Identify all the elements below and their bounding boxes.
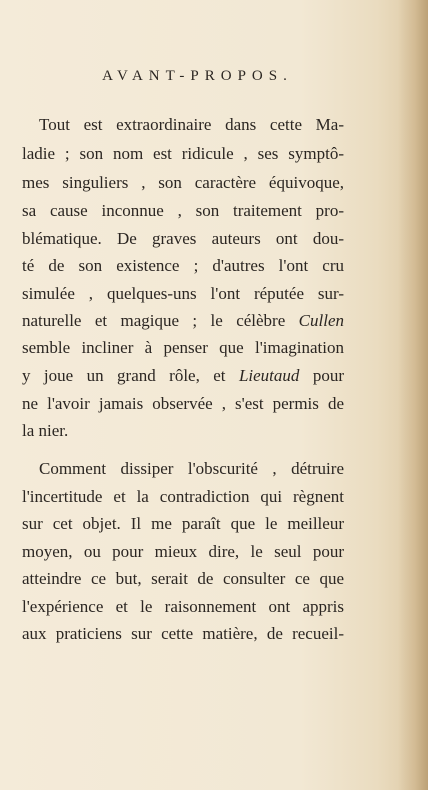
paragraph-1-line: Tout est extraordinaire dans cette Ma- — [39, 115, 344, 134]
paragraph-2-line: sur cet objet. Il me paraît que le meilleur — [22, 514, 344, 533]
paragraph-1-line: té de son existence ; d'autres l'ont cru — [22, 256, 344, 275]
paragraph-2-line: l'expérience et le raisonnement ont appris — [22, 597, 344, 616]
paragraph-1-line: ne l'avoir jamais observée , s'est permis de — [22, 394, 344, 413]
paragraph-2-line: Comment dissiper l'obscurité , détruire — [39, 459, 344, 478]
paragraph-2-line: atteindre ce but, serait de consulter ce que — [22, 569, 344, 588]
paragraph-1-line: ladie ; son nom est ridicule , ses symptô- — [22, 144, 344, 163]
paragraph-2-line: moyen, ou pour mieux dire, le seul pour — [22, 542, 344, 561]
paragraph-1-line: naturelle et magique ; le célèbre Cullen — [22, 311, 344, 330]
paragraph-1-line: y joue un grand rôle, et Lieutaud pour — [22, 366, 344, 385]
paragraph-1-line: blématique. De graves auteurs ont dou- — [22, 229, 344, 248]
italic-name: Lieutaud — [238, 366, 300, 385]
italic-name: Cullen — [298, 311, 344, 330]
paragraph-1-line: mes singuliers , son caractère équivoque, — [22, 173, 344, 192]
paragraph-1-line: la nier. — [22, 421, 69, 440]
page-edge-shadow — [398, 0, 428, 790]
paragraph-1-line: simulée , quelques-uns l'ont réputée sur- — [22, 284, 344, 303]
page-title: AVANT-PROPOS. — [102, 68, 293, 84]
paragraph-2-line: aux praticiens sur cette matière, de recueil- — [22, 624, 344, 643]
paragraph-1-line: sa cause inconnue , son traitement pro- — [22, 201, 344, 220]
paragraph-1-line: semble incliner à penser que l'imagination — [22, 338, 344, 357]
paragraph-2-line: l'incertitude et la contradiction qui règnent — [22, 487, 344, 506]
